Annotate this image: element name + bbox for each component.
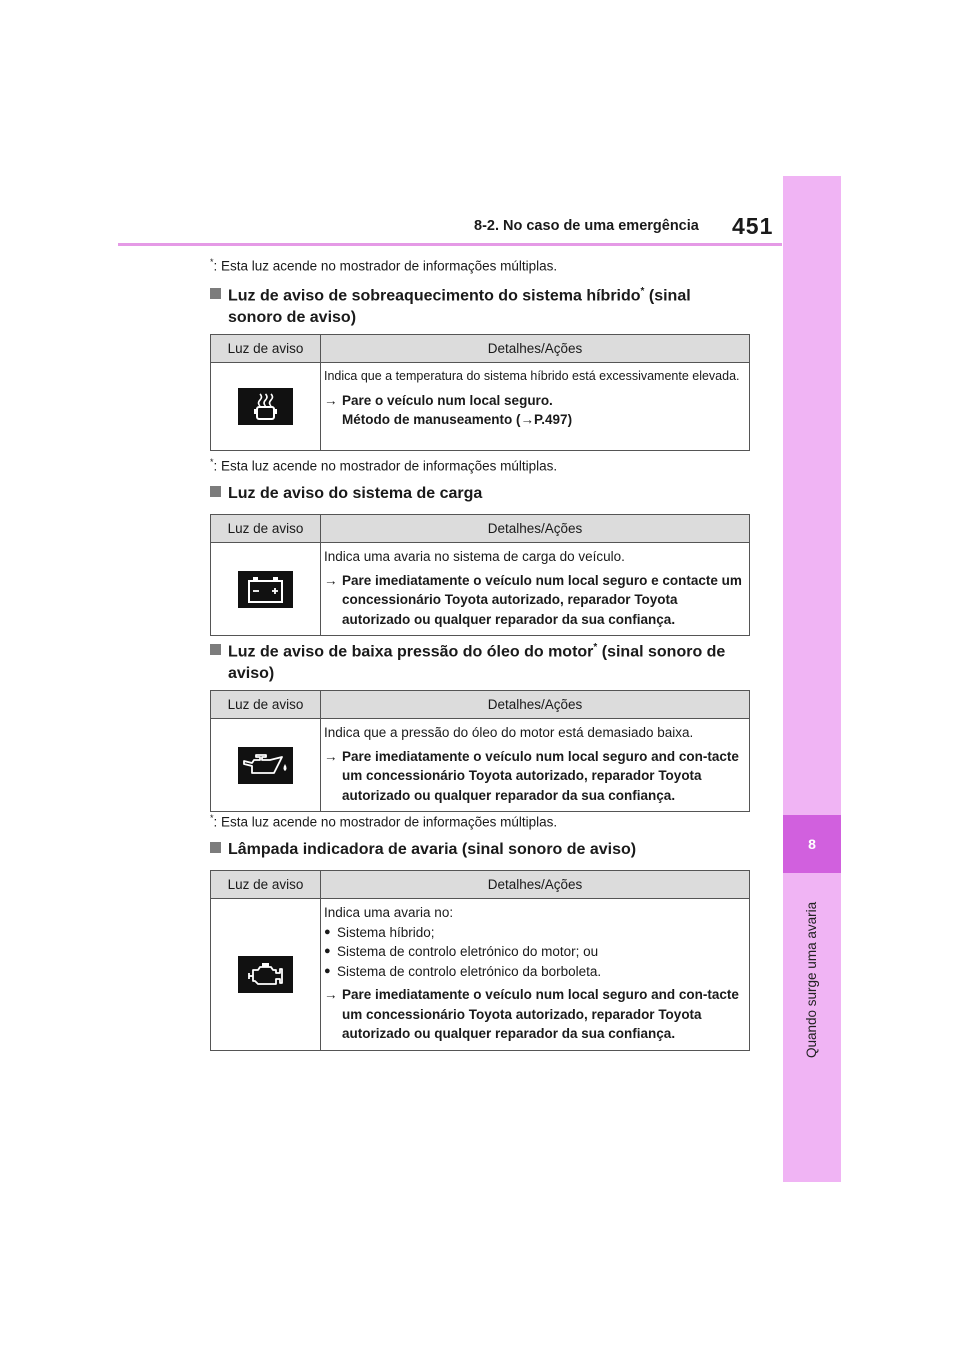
warning-table-oil-pressure: Luz de aviso Detalhes/Ações Indica que a pressão do óleo do motor está demasiado baixa. → Pare imediatamente o veículo num local seguro and con-tacte um concessionário Toyota autorizado, reparador Toyota autorizado ou qualquer reparador da sua confiança. [210,690,750,812]
footnote-mark: * [210,257,214,267]
square-bullet-icon [210,486,221,497]
chapter-number: 8 [783,815,841,873]
section-title: 8-2. No caso de uma emergência [474,218,699,234]
oil-pressure-warning-icon [238,747,293,784]
section-heading-charging: Luz de aviso do sistema de carga [210,483,750,505]
square-bullet-icon [210,288,221,299]
square-bullet-icon [210,644,221,655]
arrow-right-icon: → [324,392,338,408]
action: → Pare imediatamente o veículo num local seguro and con-tacte um concessionário Toyota autorizado, reparador Toyota autorizado ou qualquer reparador da sua confiança. [324,985,747,1044]
arrow-right-icon: → [324,987,338,1002]
footnote: *: Esta luz acende no mostrador de informações múltiplas. [210,457,558,474]
action: → Pare o veículo num local seguro. Método de manuseamento (→P.497) [324,391,747,430]
warning-table-malfunction: Luz de aviso Detalhes/Ações Indica uma avaria no: ● Sistema híbrido; ● Sistema de controlo eletrónico do motor; ou ● Sistema de controlo eletrónico da borboleta. → Pare imediatamente o veículo num local seguro and con-tacte um concessionário Toyota autorizado, reparador Toyota autorizado ou qualquer reparador da sua confiança. [210,870,750,1051]
arrow-right-icon: → [324,748,338,764]
section-heading-overheat: Luz de aviso de sobreaquecimento do sistema híbrido* (sinal sonoro de aviso) [210,281,750,329]
hybrid-overheat-warning-icon [238,388,293,425]
column-header-light: Luz de aviso [211,335,321,363]
description: Indica que a pressão do óleo do motor está demasiado baixa. [324,725,694,740]
chapter-label: Quando surge uma avaria [804,901,819,1058]
page-reference-link[interactable]: P.497) [534,412,573,427]
section-heading-oil-pressure: Luz de aviso de baixa pressão do óleo do motor* (sinal sonoro de aviso) [210,637,750,685]
check-engine-icon [238,956,293,993]
battery-warning-icon [238,571,293,608]
description: Indica uma avaria no: [324,905,454,920]
column-header-details: Detalhes/Ações [321,335,750,363]
arrow-right-icon: → [520,412,535,427]
section-heading-malfunction: Lâmpada indicadora de avaria (sinal sonoro de aviso) [210,839,750,861]
list-item: ● Sistema de controlo eletrónico da borboleta. [324,962,747,982]
bullet-icon: ● [324,945,331,957]
footnote: *: Esta luz acende no mostrador de informações múltiplas. [210,813,558,830]
warning-table-charging: Luz de aviso Detalhes/Ações Indica uma avaria no sistema de carga do veículo. → Pare imediatamente o veículo num local seguro e contacte um concessionário Toyota autorizado, reparador Toyota autorizado ou qualquer reparador da sua confiança. [210,514,750,636]
description: Indica que a temperatura do sistema híbrido está excessivamente elevada. [324,369,740,383]
list-item: ● Sistema de controlo eletrónico do motor; ou [324,942,747,962]
footnote [210,257,557,274]
list-item: ● Sistema híbrido; [324,923,747,943]
action: → Pare imediatamente o veículo num local seguro and con-tacte um concessionário Toyota autorizado, reparador Toyota autorizado ou qualquer reparador da sua confiança. [324,747,747,806]
arrow-right-icon: → [324,572,338,588]
header-divider [118,243,782,246]
bullet-icon: ● [324,925,331,938]
warning-table-overheat [210,334,750,451]
description: Indica uma avaria no sistema de carga do veículo. [324,549,625,564]
footnote-text: : Esta luz acende no mostrador de informações múltiplas. [213,258,558,274]
bullet-icon: ● [324,964,331,977]
page-number: 451 [732,213,774,239]
action: → Pare imediatamente o veículo num local seguro e contacte um concessionário Toyota autorizado, reparador Toyota autorizado ou qualquer reparador da sua confiança. [324,571,747,630]
square-bullet-icon [210,842,221,853]
